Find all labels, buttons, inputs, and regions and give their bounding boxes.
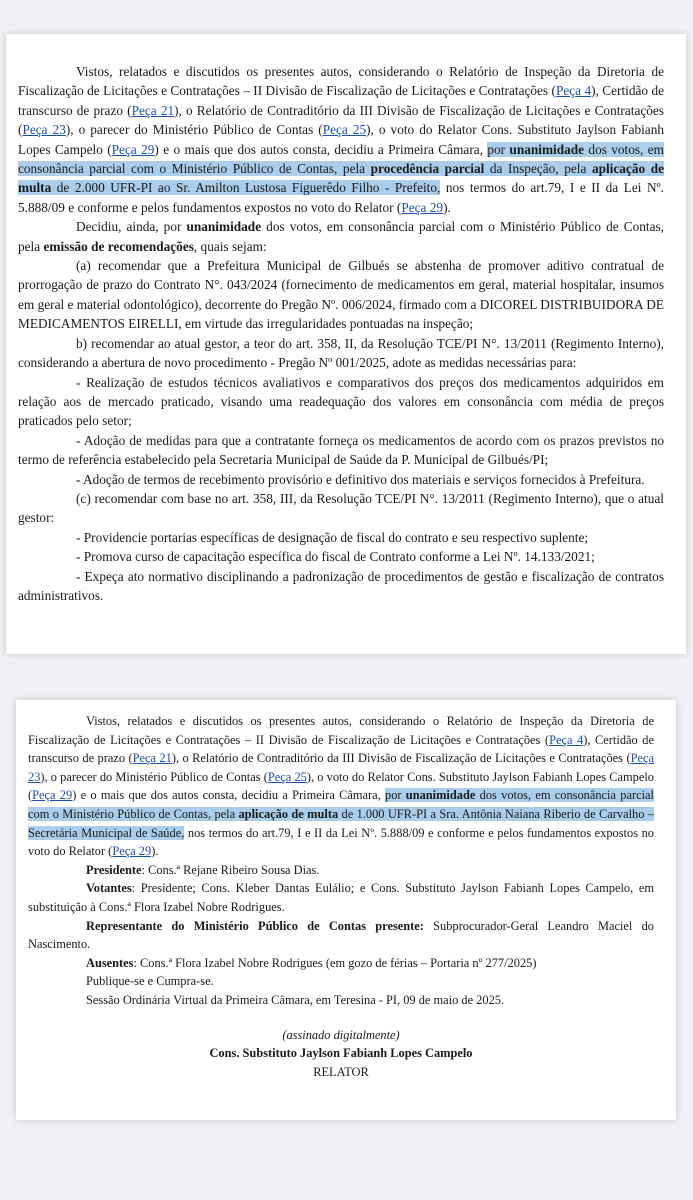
presidente-line: Presidente: Cons.ª Rejane Ribeiro Sousa Dias. <box>86 862 320 877</box>
signer-role: RELATOR <box>313 1064 369 1079</box>
link-peca-29-relator[interactable]: Peça 29 <box>401 199 444 215</box>
link-peca-25[interactable]: Peça 25 <box>322 122 367 138</box>
link-peca-29-relator[interactable]: Peça 29 <box>112 844 152 859</box>
paragraph-vistos: Vistos, relatados e discutidos os presentes autos, considerando o Relatório de Inspeção da Diretoria de Fiscalização de Licitações e Contratações – II Divisão de Fiscalização de Licitações e Contratações (Peça 4), Certidão de transcurso de prazo (Peça 21), o Relatório de Contraditório da III Divisão de Fiscalização de Licitações e Contratações (Peça 23), o parecer do Ministério Público de Contas (Peça 25), o voto do Relator Cons. Substituto Jaylson Fabianh Lopes Campelo (Peça 29) e o mais que dos autos consta, decidiu a Primeira Câmara, por unanimidade dos votos, em consonância parcial com o Ministério Público de Contas, pela procedência parcial da Inspeção, pela aplicação de multa de 2.000 UFR-PI ao Sr. Amilton Lustosa Figuerêdo Filho - Prefeito, nos termos do art.79, I e II da Lei Nº. 5.888/09 e conforme e pelos fundamentos expostos no voto do Relator (Peça 29). <box>18 64 665 215</box>
publique-line: Publique-se e Cumpra-se. <box>86 974 214 989</box>
highlighted-decision: por unanimidade dos votos, em consonância parcial com o Ministério Público de Contas, pela aplicação de multa de 1.000 UFR-PI a Sra. Antônia Naiana Riberio de Carvalho – Secretária Municipal de Saúde, <box>28 788 654 840</box>
signed-digitally: (assinado digitalmente) <box>282 1027 400 1042</box>
measure-item: - Expeça ato normativo disciplinando a padronização de procedimentos de gestão e fiscalização de contratos administrativos. <box>18 568 664 603</box>
signer-name: Cons. Substituto Jaylson Fabianh Lopes Campelo <box>209 1046 473 1061</box>
link-peca-4[interactable]: Peça 4 <box>549 732 584 747</box>
document-excerpt-2 <box>16 700 676 1120</box>
ausentes-line: Ausentes: Cons.ª Flora Izabel Nobre Rodrigues (em gozo de férias – Portaria nº 277/2025) <box>86 955 537 970</box>
paragraph-decidiu: Decidiu, ainda, por unanimidade dos votos, em consonância parcial com o Ministério Público de Contas, pela emissão de recomendações, quais sejam: <box>18 219 664 254</box>
measure-item: - Promova curso de capacitação específica do fiscal de Contrato conforme a Lei Nº. 14.133/2021; <box>76 549 595 565</box>
signature-block <box>28 1026 654 1082</box>
recommendation-b: b) recomendar ao atual gestor, a teor do art. 358, II, da Resolução TCE/PI N°. 13/2011 (Regimento Interno), considerando a abertura de novo procedimento - Pregão Nº 001/2025, adote as medidas necessárias para: <box>18 335 664 371</box>
recommendation-a: (a) recomendar que a Prefeitura Municipal de Gilbués se abstenha de promover aditivo contratual de prorrogação de prazo do Contrato N°. 043/2024 (fornecimento de medicamentos em geral, material hospitalar, insumos em geral e material odontológico), decorrente do Pregão Nº. 006/2024, firmado com a DICOREL DISTRIBUIDORA DE MEDICAMENTOS EIRELLI, em virtude das irregularidades pontuadas na inspeção; <box>18 258 664 332</box>
votantes-line: Votantes: Presidente; Cons. Kleber Dantas Eulálio; e Cons. Substituto Jaylson Fabianh Lopes Campelo, em substituição à Cons.ª Flora Izabel Nobre Rodrigues. <box>28 881 654 914</box>
link-peca-23[interactable]: Peça 23 <box>22 122 66 138</box>
recommendation-c: (c) recomendar com base no art. 358, III, da Resolução TCE/PI N°. 13/2011 (Regimento Interno), que o atual gestor: <box>18 490 664 526</box>
ministerio-publico-line: Representante do Ministério Público de Contas presente: Subprocurador-Geral Leandro Maciel do Nascimento. <box>28 918 654 952</box>
link-peca-23[interactable]: Peça 23 <box>28 751 654 784</box>
paragraph-vistos: Vistos, relatados e discutidos os presentes autos, considerando o Relatório de Inspeção da Diretoria de Fiscalização de Licitações e Contratações – II Divisão de Fiscalização de Licitações e Contratações (Peça 4), Certidão de transcurso de prazo (Peça 21), o Relatório de Contraditório da III Divisão de Fiscalização de Licitações e Contratações (Peça 23), o parecer do Ministério Público de Contas (Peça 25), o voto do Relator Cons. Substituto Jaylson Fabianh Lopes Campelo (Peça 29) e o mais que dos autos consta, decidiu a Primeira Câmara, por unanimidade dos votos, em consonância parcial com o Ministério Público de Contas, pela aplicação de multa de 1.000 UFR-PI a Sra. Antônia Naiana Riberio de Carvalho – Secretária Municipal de Saúde, nos termos do art.79, I e II da Lei Nº. 5.888/09 e conforme e pelos fundamentos expostos no voto do Relator (Peça 29). <box>28 714 654 859</box>
highlighted-decision: por unanimidade dos votos, em consonância parcial com o Ministério Público de Contas, pela procedência parcial da Inspeção, pela aplicação de multa de 2.000 UFR-PI ao Sr. Amilton Lustosa Figuerêdo Filho - Prefeito, <box>18 141 664 196</box>
link-peca-21[interactable]: Peça 21 <box>131 102 175 118</box>
link-peca-21[interactable]: Peça 21 <box>132 751 172 766</box>
measure-item: - Adoção de medidas para que a contratante forneça os medicamentos de acordo com os prazos previstos no termo de referência estabelecido pela Secretaria Municipal de Saúde da P. Municipal de Gilbués/PI; <box>18 432 664 468</box>
measure-item: - Adoção de termos de recebimento provisório e definitivo dos materiais e serviços fornecidos à Prefeitura. <box>76 471 645 487</box>
sessao-line: Sessão Ordinária Virtual da Primeira Câmara, em Teresina - PI, 09 de maio de 2025. <box>86 992 505 1007</box>
link-peca-25[interactable]: Peça 25 <box>267 769 307 784</box>
link-peca-29[interactable]: Peça 29 <box>111 141 155 157</box>
link-peca-29[interactable]: Peça 29 <box>32 788 73 803</box>
link-peca-4[interactable]: Peça 4 <box>555 83 592 99</box>
document-excerpt-1 <box>6 34 686 654</box>
measure-item: - Providencie portarias específicas de designação de fiscal do contrato e seu respectivo suplente; <box>76 529 589 545</box>
measure-item: - Realização de estudos técnicos avaliativos e comparativos dos preços dos medicamentos adquiridos em relação aos de mercado praticado, visando uma readequação dos valores em consonância com média de preços praticados pelo setor; <box>18 374 664 429</box>
